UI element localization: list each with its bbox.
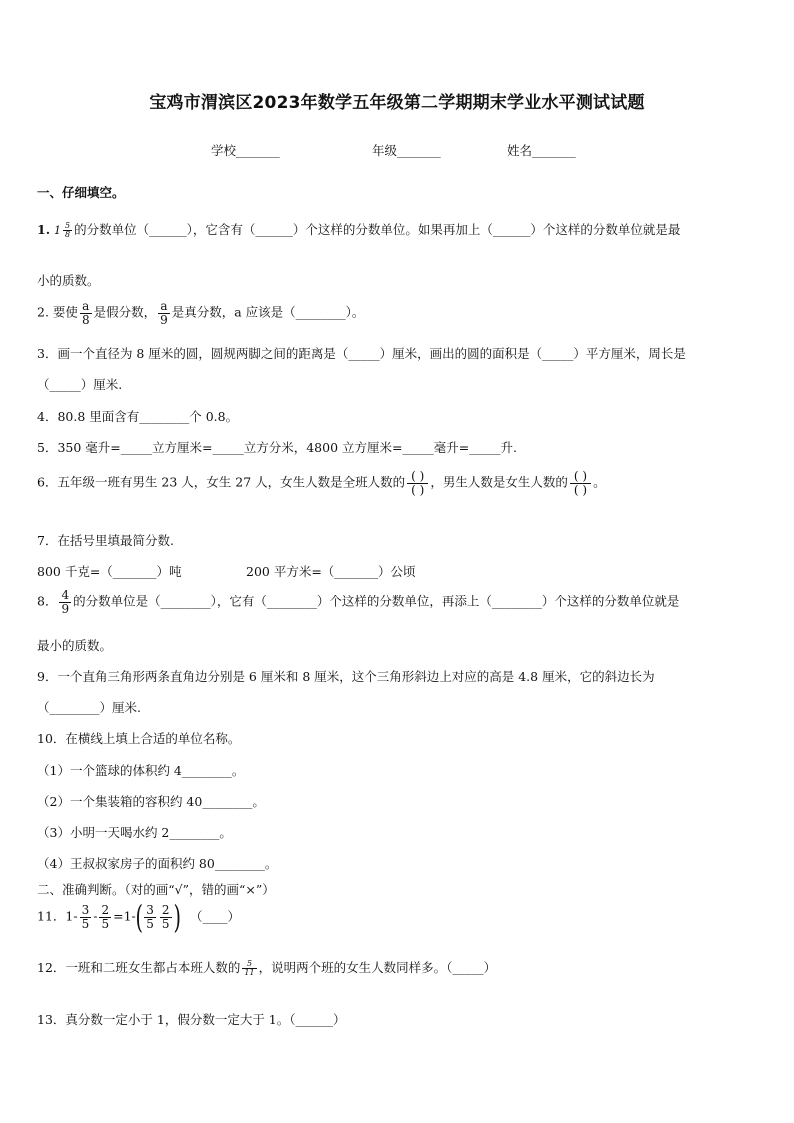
question-text: 的分数单位是（________），它有（________）个这样的分数单位，再添上（________）个这样的分数单位就是	[73, 593, 680, 609]
fraction-numerator: 5	[242, 960, 256, 969]
question-8-cont: 最小的质数。	[37, 638, 113, 653]
left-paren: (	[135, 898, 143, 936]
question-10-item-3: （3）小明一天喝水约 2________。	[37, 825, 232, 840]
fraction	[158, 300, 170, 326]
fraction-denominator: 5	[146, 916, 154, 931]
question-text: ，说明两个班的女生人数同样多。（_____）	[258, 960, 497, 975]
question-text: 是假分数，	[93, 304, 157, 320]
fraction-numerator-blank[interactable]: ( )	[407, 470, 428, 484]
fraction	[59, 589, 71, 615]
fraction-denominator-blank[interactable]: ( )	[411, 482, 425, 497]
math-text: -	[93, 908, 98, 924]
fraction	[99, 904, 111, 930]
question-10-item-4: （4）王叔叔家房子的面积约 80________。	[37, 856, 278, 871]
fraction-denominator: 5	[161, 916, 170, 931]
fraction-denominator: 8	[81, 312, 90, 327]
blank-fraction[interactable]	[570, 470, 591, 496]
question-1	[37, 220, 680, 239]
fraction	[80, 904, 92, 930]
fraction-denominator: 5	[81, 916, 90, 931]
fraction-numerator: 2	[101, 902, 110, 917]
section-1-title: 一、仔细填空。	[37, 185, 125, 200]
question-text: 6．五年级一班有男生 23 人，女生 27 人，女生人数是全班人数的	[37, 474, 406, 490]
fraction-numerator: 2	[161, 902, 170, 917]
blank-fraction[interactable]	[407, 470, 428, 496]
question-1-cont: 小的质数。	[37, 273, 100, 288]
fraction-denominator: 9	[61, 601, 70, 616]
fraction-numerator: a	[158, 300, 170, 314]
question-number: 8．	[37, 593, 58, 609]
fraction-denominator: 11	[244, 968, 255, 977]
question-7: 7．在括号里填最简分数.	[37, 533, 174, 548]
fraction	[242, 960, 256, 978]
question-text: 要使	[52, 304, 78, 320]
question-number: 2.	[37, 304, 49, 320]
question-number: 11．	[37, 908, 66, 924]
fraction-numerator: 4	[61, 588, 70, 602]
fraction	[144, 904, 156, 930]
fraction-denominator: 9	[160, 312, 168, 327]
math-text: 1-	[65, 908, 78, 924]
question-4: 4．80.8 里面含有________个 0.8。	[37, 409, 239, 424]
right-paren: )	[173, 898, 181, 936]
fraction	[63, 222, 72, 240]
section-2-title: 二、准确判断。（对的画“√”，错的画“×”）	[37, 882, 275, 897]
question-8	[37, 589, 679, 615]
mixed-number-whole: 1	[54, 224, 62, 237]
question-9: 9．一个直角三角形两条直角边分别是 6 厘米和 8 厘米，这个三角形斜边上对应的高是 4.8 厘米，它的斜边长为	[37, 669, 655, 684]
fraction-numerator-blank[interactable]: ( )	[570, 470, 591, 484]
question-11	[37, 898, 241, 936]
question-3-cont: （_____）厘米.	[37, 377, 123, 392]
page-title: 宝鸡市渭滨区2023年数学五年级第二学期期末学业水平测试试题	[149, 93, 645, 113]
fraction-numerator: 3	[146, 902, 154, 917]
school-field[interactable]: 学校_______	[211, 143, 280, 158]
name-field[interactable]: 姓名_______	[507, 143, 576, 158]
fraction-numerator: a	[80, 300, 92, 314]
question-7-part-b: 200 平方米=（_______）公顷	[246, 564, 416, 579]
fraction-denominator: 5	[101, 916, 110, 931]
fraction-numerator: 3	[81, 902, 90, 917]
question-text: ，男生人数是女生人数的	[430, 474, 568, 490]
question-text: 。	[593, 474, 606, 490]
question-10-item-2: （2）一个集装箱的容积约 40________。	[37, 794, 265, 809]
fraction-denominator: 8	[65, 230, 71, 239]
question-7-part-a: 800 千克=（_______）吨	[37, 564, 182, 579]
question-number: 1.	[37, 222, 51, 237]
fraction	[160, 904, 172, 930]
math-text: =1-	[113, 908, 136, 924]
grade-field[interactable]: 年级_______	[372, 143, 441, 158]
question-3: 3．画一个直径为 8 厘米的圆，圆规两脚之间的距离是（_____）厘米，画出的圆的面积是（_____）平方厘米，周长是	[37, 346, 686, 361]
question-text: 是真分数，a 应该是（________）。	[171, 304, 365, 320]
question-2	[37, 300, 364, 326]
question-text: 12．一班和二班女生都占本班人数的	[37, 960, 241, 975]
question-9-cont: （________）厘米.	[37, 700, 141, 715]
question-12	[37, 958, 496, 977]
question-10-item-1: （1）一个篮球的体积约 4________。	[37, 763, 245, 778]
answer-blank[interactable]: （____）	[190, 908, 241, 924]
fraction	[80, 300, 92, 326]
fraction-numerator: 5	[65, 220, 71, 230]
question-13: 13．真分数一定小于 1，假分数一定大于 1。（______）	[37, 1012, 346, 1027]
question-6	[37, 470, 606, 496]
fraction-denominator-blank[interactable]: ( )	[573, 482, 588, 497]
question-text: 的分数单位（______），它含有（______）个这样的分数单位。如果再加上（______）个这样的分数单位就是最	[74, 222, 681, 237]
question-10: 10．在横线上填上合适的单位名称。	[37, 731, 241, 746]
question-5: 5．350 毫升=_____立方厘米=_____立方分米，4800 立方厘米=_____毫升=_____升.	[37, 440, 517, 455]
